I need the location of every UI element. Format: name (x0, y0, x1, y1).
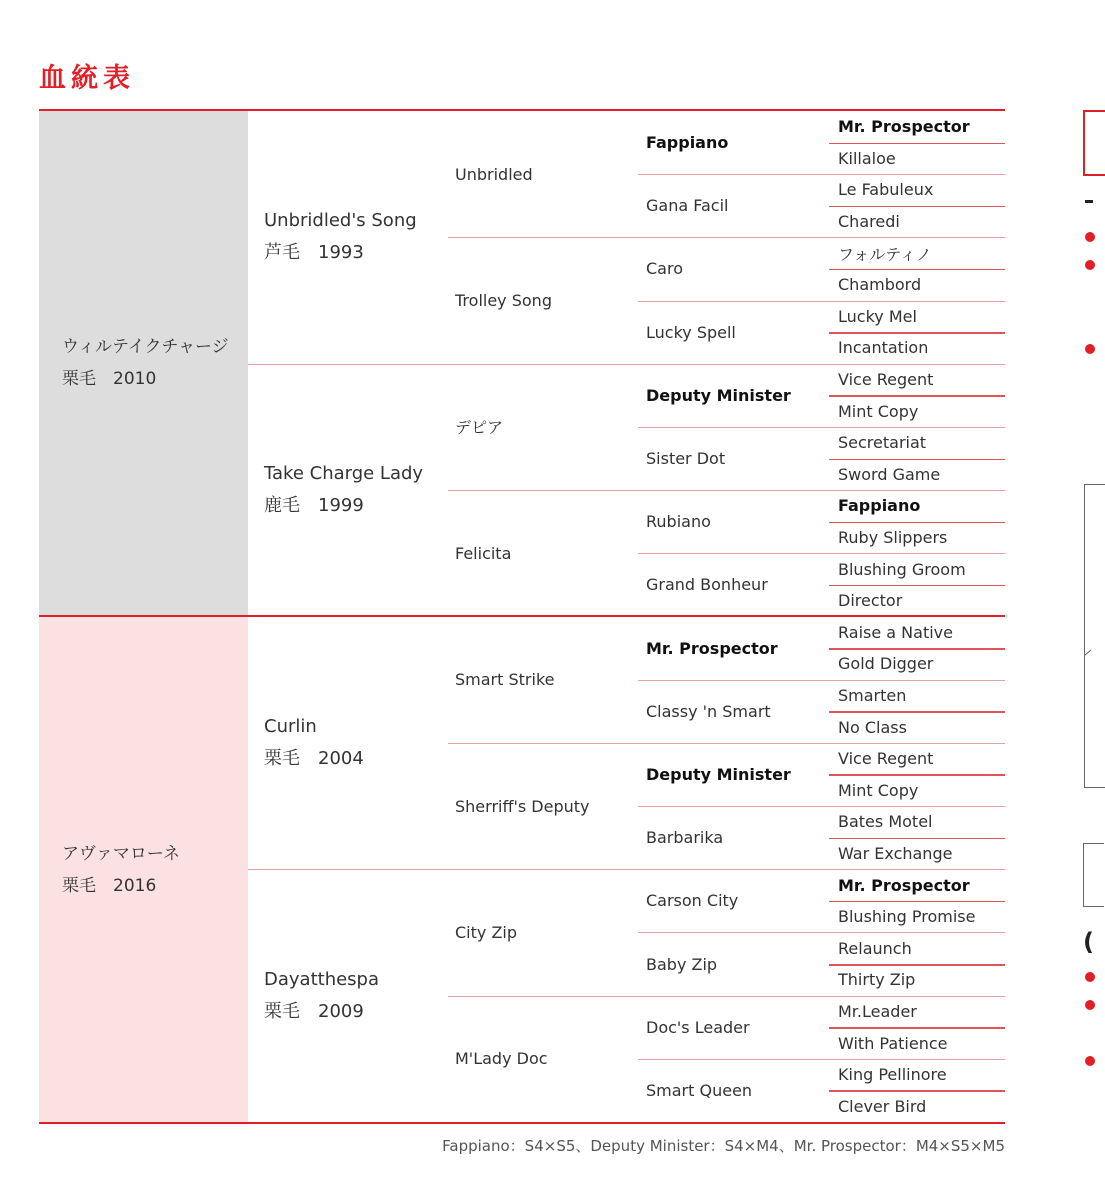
gen5-ancestor-cell: Ruby Slippers (838, 528, 948, 548)
gen5-ancestor-cell: War Exchange (838, 843, 953, 863)
bottom-rule (39, 1122, 1005, 1124)
cropped-bullet (1085, 972, 1095, 982)
horse-name: Curlin (264, 715, 317, 737)
gen4-ancestor-cell: Deputy Minister (646, 764, 791, 784)
gen5-ancestor-cell: Director (838, 591, 903, 611)
sire-detail: 栗毛 2010 (62, 369, 157, 389)
gen5-ancestor-cell: Mint Copy (838, 401, 919, 421)
gen5-ancestor-cell: フォルティノ (838, 244, 932, 264)
gen5-ancestor-cell: Chambord (838, 275, 922, 295)
great-grandparent-cell: Felicita (455, 543, 512, 563)
gen5-ancestor-cell: Secretariat (838, 433, 927, 453)
gen5-ancestor-cell: With Patience (838, 1033, 948, 1053)
gen5-ancestor-cell: Killaloe (838, 148, 896, 168)
cropped-box (1083, 110, 1105, 176)
gen4-ancestor-cell: Grand Bonheur (646, 575, 768, 595)
grandparent-cell (264, 617, 448, 870)
gen5-ancestor-cell: Incantation (838, 338, 929, 358)
gen5-ancestor-cell: Mr. Prospector (838, 117, 970, 137)
pedigree-table (39, 109, 1005, 1125)
gen4-ancestor-cell: Barbarika (646, 828, 724, 848)
cropped-bullet (1085, 232, 1095, 242)
gen5-ancestor-cell: Relaunch (838, 938, 912, 958)
dam-detail: 栗毛 2016 (62, 875, 157, 896)
horse-detail: 鹿毛 1999 (264, 495, 364, 517)
gen4-ancestor-cell: Fappiano (646, 133, 729, 153)
sire-cell (39, 111, 248, 615)
gen5-ancestor-cell: Mr.Leader (838, 1001, 917, 1021)
gen5-ancestor-cell: Bates Motel (838, 812, 933, 832)
page-title: 血統表 (39, 63, 135, 94)
gen4-ancestor-cell: Deputy Minister (646, 385, 791, 405)
gen5-ancestor-cell: Blushing Promise (838, 907, 976, 927)
cropped-bullet (1085, 344, 1095, 354)
cropped-bullet (1085, 260, 1095, 270)
horse-name: Take Charge Lady (264, 463, 424, 485)
gen4-ancestor-cell: Carson City (646, 891, 739, 911)
gen5-ancestor-cell: Raise a Native (838, 622, 953, 642)
gen4-ancestor-cell: Gana Facil (646, 196, 729, 216)
sire-name: ウィルテイクチャージ (62, 337, 229, 357)
gen5-ancestor-cell: Fappiano (838, 496, 921, 516)
gen5-ancestor-cell: Clever Bird (838, 1096, 927, 1116)
cropped-frame (1084, 484, 1105, 788)
gen5-ancestor-cell: Vice Regent (838, 370, 934, 390)
grandparent-cell (264, 364, 448, 617)
great-grandparent-cell: デピア (455, 418, 504, 438)
gen4-ancestor-cell: Doc's Leader (646, 1017, 750, 1037)
gen4-ancestor-cell: Rubiano (646, 512, 711, 532)
gen5-ancestor-cell: Lucky Mel (838, 306, 917, 326)
gen5-ancestor-cell: Smarten (838, 685, 907, 705)
great-grandparent-cell: Smart Strike (455, 670, 555, 690)
gen5-ancestor-cell: Mr. Prospector (838, 875, 970, 895)
inbreeding-note: Fappiano：S4×S5、Deputy Minister：S4×M4、Mr. Prospector：M4×S5×M5 (442, 1137, 1005, 1155)
horse-name: Dayatthespa (264, 968, 380, 990)
gen4-ancestor-cell: Caro (646, 259, 683, 279)
gen4-ancestor-cell: Classy 'n Smart (646, 701, 771, 721)
gen5-ancestor-cell: Le Fabuleux (838, 180, 934, 200)
cropped-dash (1085, 200, 1093, 203)
gen5-ancestor-cell: Mint Copy (838, 780, 919, 800)
gen5-ancestor-cell: King Pellinore (838, 1065, 947, 1085)
gen5-ancestor-cell: Charedi (838, 212, 900, 232)
gen4-ancestor-cell: Sister Dot (646, 449, 726, 469)
gen4-ancestor-cell: Lucky Spell (646, 322, 736, 342)
dam-name: アヴァマローネ (62, 843, 180, 864)
gen5-ancestor-cell: Blushing Groom (838, 559, 966, 579)
great-grandparent-cell: Sherriff's Deputy (455, 796, 590, 816)
horse-detail: 栗毛 2004 (264, 747, 364, 769)
great-grandparent-cell: M'Lady Doc (455, 1049, 548, 1069)
horse-detail: 芦毛 1993 (264, 242, 364, 264)
grandparent-cell (264, 111, 448, 364)
great-grandparent-cell: Trolley Song (455, 291, 552, 311)
gen5-ancestor-cell: Sword Game (838, 464, 941, 484)
gen5-ancestor-cell: Thirty Zip (838, 970, 916, 990)
cropped-bullet (1085, 1056, 1095, 1066)
gen4-ancestor-cell: Mr. Prospector (646, 638, 778, 658)
horse-name: Unbridled's Song (264, 210, 417, 232)
gen4-ancestor-cell: Smart Queen (646, 1080, 753, 1100)
horse-detail: 栗毛 2009 (264, 1000, 364, 1022)
great-grandparent-cell: Unbridled (455, 164, 533, 184)
grandparent-cell (264, 869, 448, 1122)
cropped-box (1083, 843, 1104, 907)
gen4-ancestor-cell: Baby Zip (646, 954, 718, 974)
great-grandparent-cell: City Zip (455, 922, 518, 942)
cropped-heading: ( (1083, 928, 1094, 956)
gen5-ancestor-cell: Gold Digger (838, 654, 934, 674)
gen5-ancestor-cell: Vice Regent (838, 749, 934, 769)
dam-cell (39, 617, 248, 1122)
cropped-bullet (1085, 1000, 1095, 1010)
gen5-ancestor-cell: No Class (838, 717, 907, 737)
